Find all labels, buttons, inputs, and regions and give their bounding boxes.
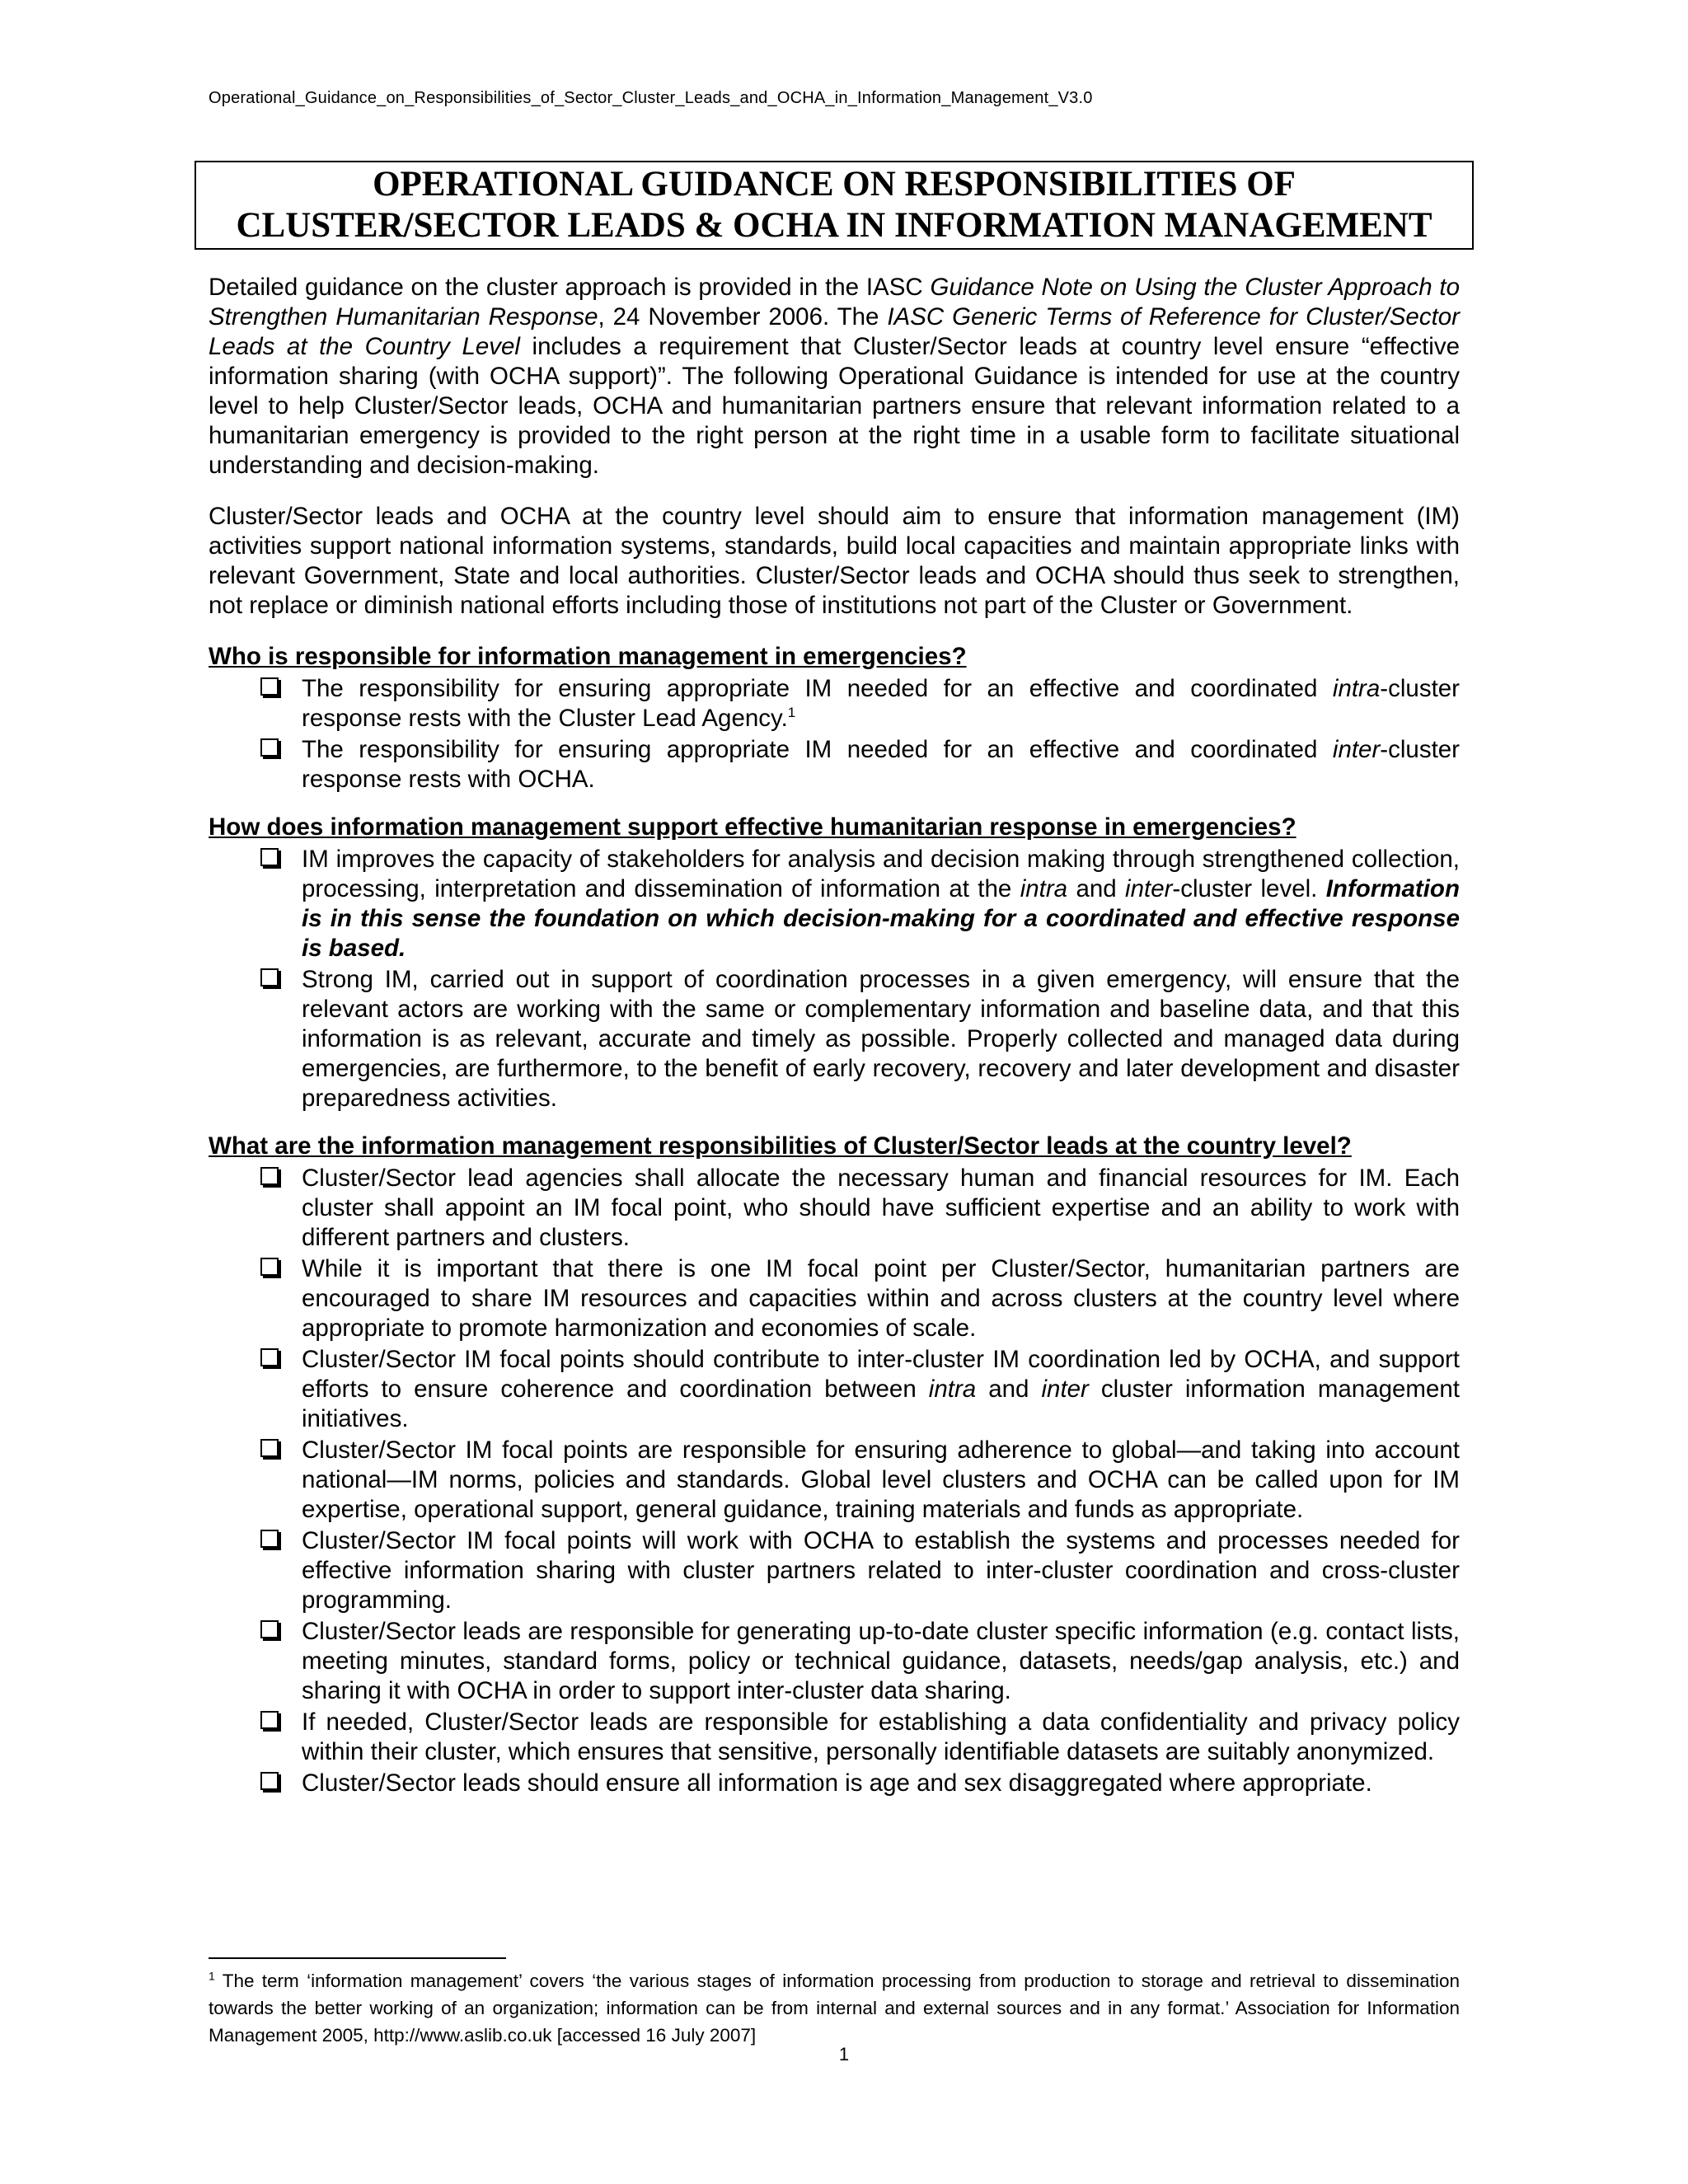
footnote-divider xyxy=(209,1957,506,1959)
list-item xyxy=(209,1436,1460,1525)
list-item-text xyxy=(302,675,1460,732)
list-item xyxy=(209,1345,1460,1434)
footnote-ref: 1 xyxy=(787,705,796,721)
text-run: inter xyxy=(1041,1376,1089,1403)
list-item xyxy=(209,735,1460,794)
checkbox-list xyxy=(209,845,1460,1113)
list-item-text xyxy=(302,1436,1460,1523)
checkbox-list xyxy=(209,674,1460,794)
checkbox-icon xyxy=(260,1348,279,1366)
page-number: 1 xyxy=(838,2044,850,2064)
list-item xyxy=(209,1769,1460,1798)
checkbox-icon xyxy=(260,738,279,757)
text-run: Information is in this sense the foundation on which decision-making for a coordinated and effective response is based. xyxy=(302,875,1460,962)
body-content xyxy=(209,273,1460,1816)
text-run: The responsibility for ensuring appropriate IM needed for an effective and coordinated xyxy=(302,736,1333,763)
section-heading: What are the information management responsibilities of Cluster/Sector leads at the country level? xyxy=(209,1132,1352,1160)
text-run: Cluster/Sector leads and OCHA at the country level should aim to ensure that information management (IM) activities support national information systems, standards, build local capacities and maintain appropriate links with relevant Government, State and local authorities. Cluster/Sector leads and OCHA should thus seek to strengthen, not replace or diminish national efforts including those of institutions not part of the Cluster or Government. xyxy=(209,503,1460,619)
list-item xyxy=(209,1254,1460,1343)
title-line-1: OPERATIONAL GUIDANCE ON RESPONSIBILITIES OF xyxy=(373,165,1296,204)
running-header: Operational_Guidance_on_Responsibilities_of_Sector_Cluster_Leads_and_OCHA_in_Information_Management_V3.0 xyxy=(209,89,1093,107)
list-item-text xyxy=(302,736,1460,793)
list-item xyxy=(209,1526,1460,1615)
text-run: intra xyxy=(1020,875,1068,902)
list-item-text xyxy=(302,966,1460,1112)
intro-paragraph-2 xyxy=(209,502,1460,621)
text-run: -cluster level. xyxy=(1172,875,1326,902)
text-run: and xyxy=(976,1376,1042,1403)
text-run: Strong IM, carried out in support of coordination processes in a given emergency, will ensure that the relevant actors are working with the same or complementary information and baseline data, and that this information is as relevant, accurate and timely as possible. Properly collected and managed data during emergencies, are furthermore, to the benefit of early recovery, recovery and later development and disaster preparedness activities. xyxy=(302,966,1460,1112)
text-run: cluster information management initiatives. xyxy=(302,1376,1461,1432)
list-item xyxy=(209,1617,1460,1706)
checkbox-icon xyxy=(260,848,279,866)
section-heading: How does information management support effective humanitarian response in emergencies? xyxy=(209,813,1296,841)
text-run: Cluster/Sector IM focal points will work with OCHA to establish the systems and processes needed for effective information sharing with cluster partners related to inter-cluster coordination and cross-cluster programming. xyxy=(302,1527,1460,1614)
list-item-text xyxy=(302,846,1460,962)
checkbox-icon xyxy=(260,1620,279,1638)
footnote xyxy=(209,1967,1460,2049)
intro-paragraph-1 xyxy=(209,273,1460,480)
text-run: Cluster/Sector leads should ensure all information is age and sex disaggregated where appropriate. xyxy=(302,1769,1372,1797)
footnote-text: The term ‘information management’ covers ‘the various stages of information processing from production to storage and retrieval to dissemination towards the better working of an organization; information can be from internal and external sources and in any format.’ Association for Information Management 2005, http://www.aslib.co.uk [accessed 16 July 2007] xyxy=(209,1971,1460,2046)
list-item xyxy=(209,1708,1460,1767)
text-run: IM improves the capacity of stakeholders for analysis and decision making through strengthened collection, processing, interpretation and dissemination of information at the xyxy=(302,846,1460,902)
checkbox-icon xyxy=(260,1530,279,1548)
text-run: intra xyxy=(928,1376,977,1403)
list-item xyxy=(209,1164,1460,1253)
text-run: -cluster response rests with OCHA. xyxy=(302,736,1460,793)
text-run: The responsibility for ensuring appropriate IM needed for an effective and coordinated xyxy=(302,675,1333,702)
text-run: Guidance Note on Using the Cluster Approach to Strengthen Humanitarian Response xyxy=(209,274,1460,330)
checkbox-icon xyxy=(260,1439,279,1457)
text-run: and xyxy=(1067,875,1126,902)
title-line-2: CLUSTER/SECTOR LEADS & OCHA IN INFORMATION MANAGEMENT xyxy=(236,206,1432,245)
section-who-responsible xyxy=(209,642,1460,794)
section-heading: Who is responsible for information management in emergencies? xyxy=(209,643,967,670)
section-how-im-supports xyxy=(209,813,1460,1113)
checkbox-icon xyxy=(260,968,279,987)
list-item xyxy=(209,674,1460,733)
checkbox-icon xyxy=(260,1258,279,1276)
text-run: includes a requirement that Cluster/Sector leads at country level ensure “effective information sharing (with OCHA support)”. The following Operational Guidance is intended for use at the country level to help Cluster/Sector leads, OCHA and humanitarian partners ensure that relevant information related to a humanitarian emergency is provided to the right person at the right time in a usable form to facilitate situational understanding and decision-making. xyxy=(209,333,1460,479)
list-item-text xyxy=(302,1708,1460,1765)
list-item xyxy=(209,965,1460,1113)
text-run: inter xyxy=(1125,875,1173,902)
text-run: , 24 November 2006. The xyxy=(598,303,888,330)
text-run: While it is important that there is one IM focal point per Cluster/Sector, humanitarian partners are encouraged to share IM resources and capacities within and across clusters at the country level where appropriate to promote harmonization and economies of scale. xyxy=(302,1255,1460,1342)
text-run: Cluster/Sector IM focal points should contribute to inter-cluster IM coordination led by OCHA, and support efforts to ensure coherence and coordination between xyxy=(302,1346,1460,1403)
checkbox-icon xyxy=(260,1711,279,1729)
list-item-text xyxy=(302,1346,1460,1432)
text-run: intra xyxy=(1332,675,1381,702)
list-item-text xyxy=(302,1769,1372,1797)
checkbox-icon xyxy=(260,677,279,696)
checkbox-list xyxy=(209,1164,1460,1798)
text-run: -cluster response rests with the Cluster Lead Agency. xyxy=(302,675,1460,732)
document-title-box xyxy=(195,161,1474,250)
list-item-text xyxy=(302,1165,1460,1251)
text-run: Cluster/Sector lead agencies shall allocate the necessary human and financial resources for IM. Each cluster shall appoint an IM focal point, who should have sufficient expertise and an ability to work with different partners and clusters. xyxy=(302,1165,1460,1251)
checkbox-icon xyxy=(260,1167,279,1185)
checkbox-icon xyxy=(260,1772,279,1790)
list-item xyxy=(209,845,1460,963)
text-run: IASC Generic Terms of Reference for Cluster/Sector Leads at the Country Level xyxy=(209,303,1460,360)
text-run: Cluster/Sector leads are responsible for generating up-to-date cluster specific information (e.g. contact lists, meeting minutes, standard forms, policy or technical guidance, datasets, needs/gap analysis, etc.) and sharing it with OCHA in order to support inter-cluster data sharing. xyxy=(302,1618,1460,1704)
list-item-text xyxy=(302,1618,1460,1704)
footnote-marker: 1 xyxy=(209,1969,215,1983)
text-run: Cluster/Sector IM focal points are responsible for ensuring adherence to global—and taking into account national—IM norms, policies and standards. Global level clusters and OCHA can be called upon for IM expertise, operational support, general guidance, training materials and funds as appropriate. xyxy=(302,1436,1460,1523)
text-run: If needed, Cluster/Sector leads are responsible for establishing a data confidentiality and privacy policy within their cluster, which ensures that sensitive, personally identifiable datasets are suitably anonymized. xyxy=(302,1708,1460,1765)
text-run: inter xyxy=(1332,736,1381,763)
list-item-text xyxy=(302,1527,1460,1614)
list-item-text xyxy=(302,1255,1460,1342)
text-run: Detailed guidance on the cluster approach is provided in the IASC xyxy=(209,274,931,301)
section-cluster-responsibilities xyxy=(209,1132,1460,1798)
